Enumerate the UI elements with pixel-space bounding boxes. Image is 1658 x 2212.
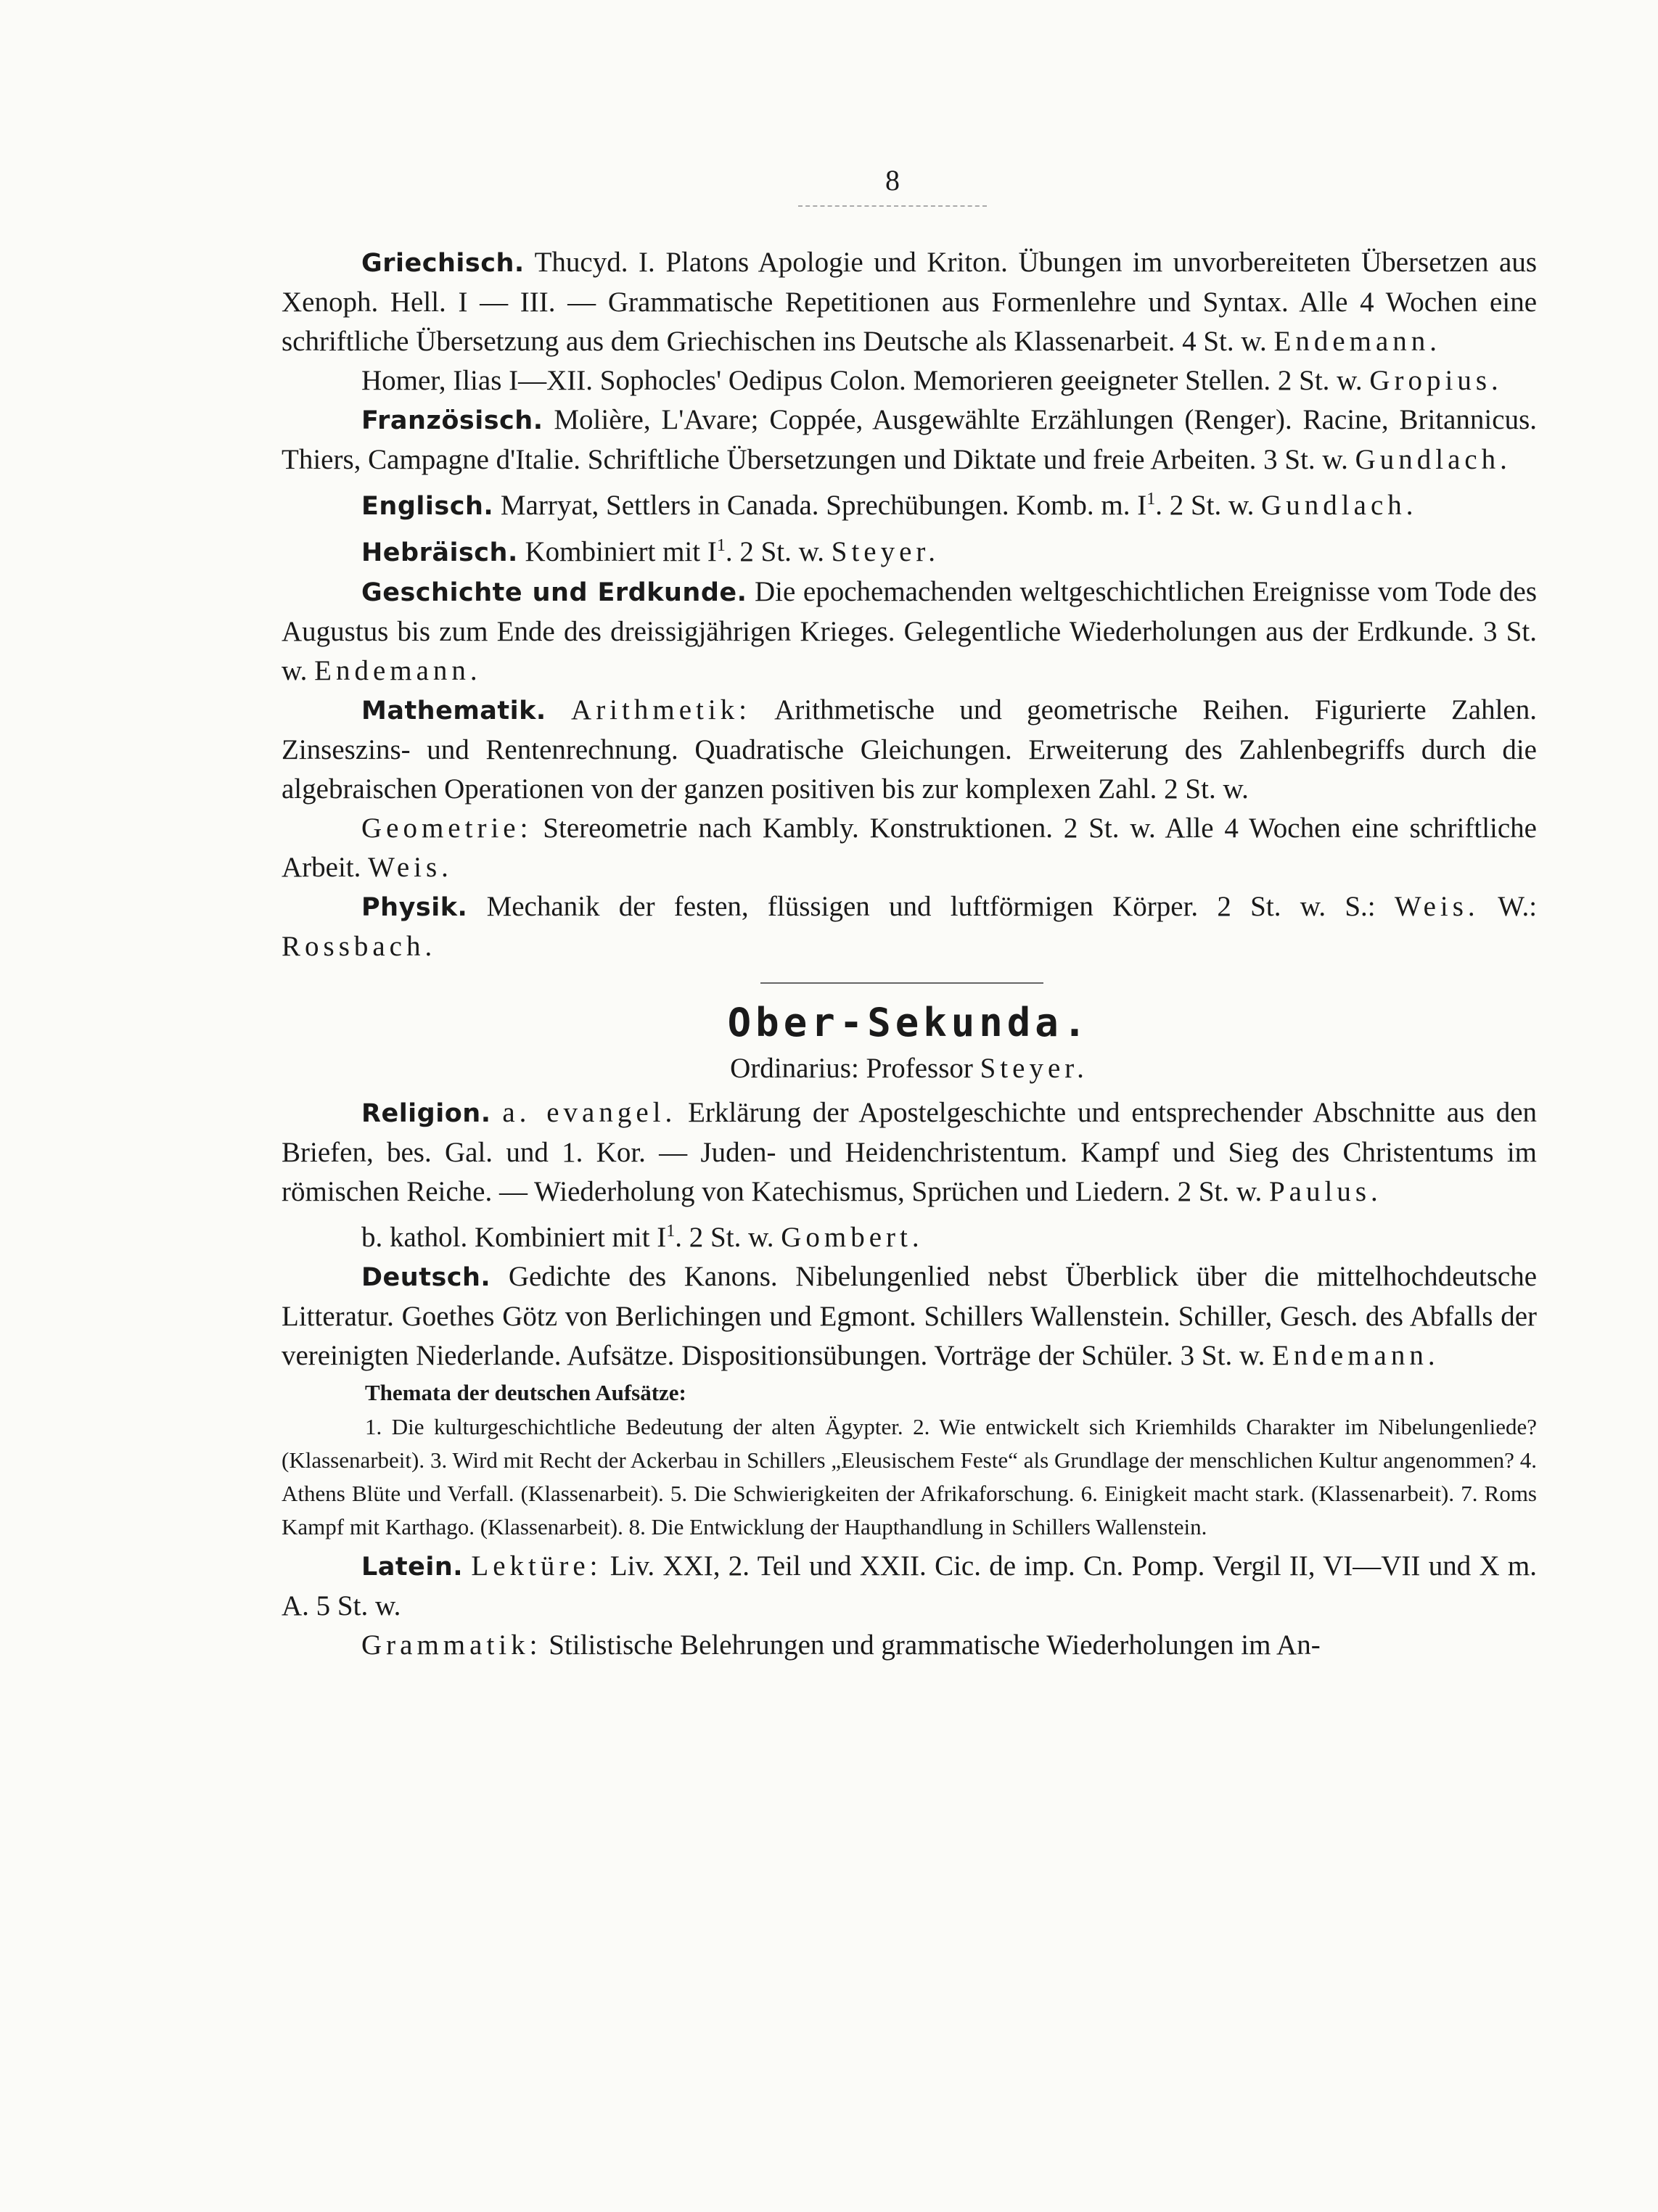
label-physik-w: W.:	[1498, 891, 1538, 922]
text-geschichte: Die epochemachenden weltgeschichtlichen Ereignisse vom Tode des Augustus bis zum Ende des dreissigjährigen Krieges. Gelegentliche Wiederholungen aus der Erdkunde. 3 St. w.	[282, 576, 1537, 686]
paragraph-deutsch	[282, 1257, 1537, 1376]
teacher-deutsch: Endemann.	[1272, 1340, 1440, 1371]
text-religion-b-after: . 2 St. w.	[675, 1222, 774, 1253]
subheading-kathol: b. kathol.	[361, 1222, 468, 1253]
paragraph-physik	[282, 887, 1537, 966]
subheading-geometrie: Geometrie:	[361, 813, 533, 844]
text-grammatik: Stilistische Belehrungen und grammatische Wiederholungen im An-	[549, 1629, 1321, 1661]
subheading-arithmetik: Arithmetik:	[571, 694, 752, 725]
heading-englisch: Englisch.	[361, 492, 494, 521]
section-ordinarius	[282, 1048, 1537, 1089]
text-hebraeisch-after: . 2 St. w.	[725, 536, 824, 567]
section-divider	[760, 982, 1043, 984]
sup-englisch: 1	[1146, 490, 1156, 509]
text-griechisch: Thucyd. I. Platons Apologie und Kriton. Übungen im unvorbereiteten Übersetzen aus Xenoph. Hell. I — III. — Grammatische Repetitionen aus Formenlehre und Syntax. Alle 4 Wochen eine schriftliche Übersetzung aus dem Griechischen ins Deutsche als Klassenarbeit. 4 St. w.	[282, 247, 1538, 357]
themata-heading: Themata der deutschen Aufsätze:	[365, 1380, 686, 1405]
teacher-hebraeisch: Steyer.	[831, 536, 940, 567]
paragraph-franzoesisch	[282, 400, 1537, 480]
teacher-religion: Paulus.	[1268, 1176, 1382, 1207]
text-latein: Liv. XXI, 2. Teil und XXII. Cic. de imp. Cn. Pomp. Vergil II, VI—VII und X m. A. 5 St. w.	[282, 1550, 1538, 1621]
subheading-evangel: a. evangel.	[502, 1097, 677, 1128]
heading-physik: Physik.	[361, 893, 468, 922]
paragraph-religion-b	[282, 1212, 1537, 1257]
teacher-geometrie: Weis.	[368, 852, 453, 883]
paragraph-geschichte	[282, 572, 1537, 691]
paragraph-englisch	[282, 480, 1537, 526]
teacher-geschichte: Endemann.	[314, 655, 482, 686]
subheading-grammatik: Grammatik:	[361, 1629, 542, 1661]
text-franzoesisch: Molière, L'Avare; Coppée, Ausgewählte Erzählungen (Renger). Racine, Britannicus. Thiers, Campagne d'Italie. Schriftliche Übersetzungen und Diktate und freie Arbeiten. 3 St. w.	[282, 404, 1537, 475]
heading-deutsch: Deutsch.	[361, 1263, 491, 1292]
text-geometrie: Stereometrie nach Kambly. Konstruktionen. 2 St. w. Alle 4 Wochen eine schriftliche Arbeit.	[282, 813, 1537, 883]
heading-franzoesisch: Französisch.	[361, 406, 543, 435]
ordinarius-name: Steyer.	[980, 1053, 1088, 1084]
page-number-rule	[798, 205, 987, 207]
body-text	[282, 243, 1537, 1665]
paragraph-griechisch	[282, 243, 1537, 361]
text-englisch-after: . 2 St. w.	[1155, 490, 1255, 521]
heading-hebraeisch: Hebräisch.	[361, 538, 518, 567]
paragraph-mathematik	[282, 691, 1537, 809]
themata-list: 1. Die kulturgeschichtliche Bedeutung der alten Ägypter. 2. Wie entwickelt sich Kriemhilds Charakter im Nibelungenliede? (Klassenarbeit). 3. Wird mit Recht der Ackerbau in Schillers „Eleusischem Feste“ als Grundlage der menschlichen Kultur angenommen? 4. Athens Blüte und Verfall. (Klassenarbeit). 5. Die Schwierigkeiten der Afrikaforschung. 6. Einigkeit macht stark. (Klassenarbeit). 7. Roms Kampf mit Karthago. (Klassenarbeit). 8. Die Entwicklung der Haupthandlung in Schillers Wallenstein.	[282, 1414, 1537, 1539]
text-mathematik: Arithmetische und geometrische Reihen. Figurierte Zahlen. Zinseszins- und Rentenrechnung. Quadratische Gleichungen. Erweiterung des Zahlenbegriffs durch die algebraischen Operationen von der ganzen positiven bis zur komplexen Zahl. 2 St. w.	[282, 694, 1537, 805]
text-religion-b: Kombiniert mit I	[474, 1222, 667, 1253]
paragraph-latein	[282, 1547, 1537, 1626]
text-englisch: Marryat, Settlers in Canada. Sprechübungen. Komb. m. I	[500, 490, 1147, 521]
paragraph-griechisch-2	[282, 361, 1537, 400]
paragraph-grammatik	[282, 1626, 1537, 1665]
heading-mathematik: Mathematik.	[361, 696, 546, 725]
paragraph-hebraeisch	[282, 526, 1537, 572]
text-physik: Mechanik der festen, flüssigen und luftförmigen Körper. 2 St. w. S.:	[486, 891, 1376, 922]
sup-hebraeisch: 1	[716, 536, 726, 555]
page-number: 8	[885, 164, 900, 197]
heading-latein: Latein.	[361, 1553, 464, 1582]
teacher-religion-b: Gombert.	[781, 1222, 924, 1253]
ordinarius-label: Ordinarius: Professor	[730, 1053, 973, 1084]
heading-religion: Religion.	[361, 1099, 491, 1128]
heading-griechisch: Griechisch.	[361, 249, 525, 278]
teacher-physik-w: Rossbach.	[282, 931, 437, 962]
heading-geschichte: Geschichte und Erdkunde.	[361, 578, 747, 607]
teacher-englisch: Gundlach.	[1261, 490, 1418, 521]
paragraph-religion	[282, 1093, 1537, 1212]
text-religion: Erklärung der Apostelgeschichte und entsprechender Abschnitte aus den Briefen, bes. Gal. und 1. Kor. — Juden- und Heidenchristentum. Kampf und Sieg des Christentums im römischen Reiche. — Wiederholung von Katechismus, Sprüchen und Liedern. 2 St. w.	[282, 1097, 1537, 1207]
teacher-griechisch: Endemann.	[1273, 326, 1442, 357]
text-hebraeisch: Kombiniert mit I	[525, 536, 717, 567]
subheading-lektuere: Lektüre:	[471, 1550, 602, 1582]
paragraph-geometrie	[282, 809, 1537, 887]
teacher-physik-s: Weis.	[1394, 891, 1480, 922]
teacher-griechisch-2: Gropius.	[1369, 365, 1503, 396]
section-title: Ober-Sekunda.	[727, 1000, 1091, 1045]
sup-religion-b: 1	[666, 1222, 676, 1241]
teacher-franzoesisch: Gundlach.	[1355, 444, 1511, 475]
text-griechisch-2: Homer, Ilias I—XII. Sophocles' Oedipus Colon. Memorieren geeigneter Stellen. 2 St. w.	[361, 365, 1363, 396]
text-deutsch: Gedichte des Kanons. Nibelungenlied nebst Überblick über die mittelhochdeutsche Litteratur. Goethes Götz von Berlichingen und Egmont. Schillers Wallenstein. Schiller, Gesch. des Abfalls der vereinigten Niederlande. Aufsätze. Dispositionsübungen. Vorträge der Schüler. 3 St. w.	[282, 1261, 1538, 1371]
